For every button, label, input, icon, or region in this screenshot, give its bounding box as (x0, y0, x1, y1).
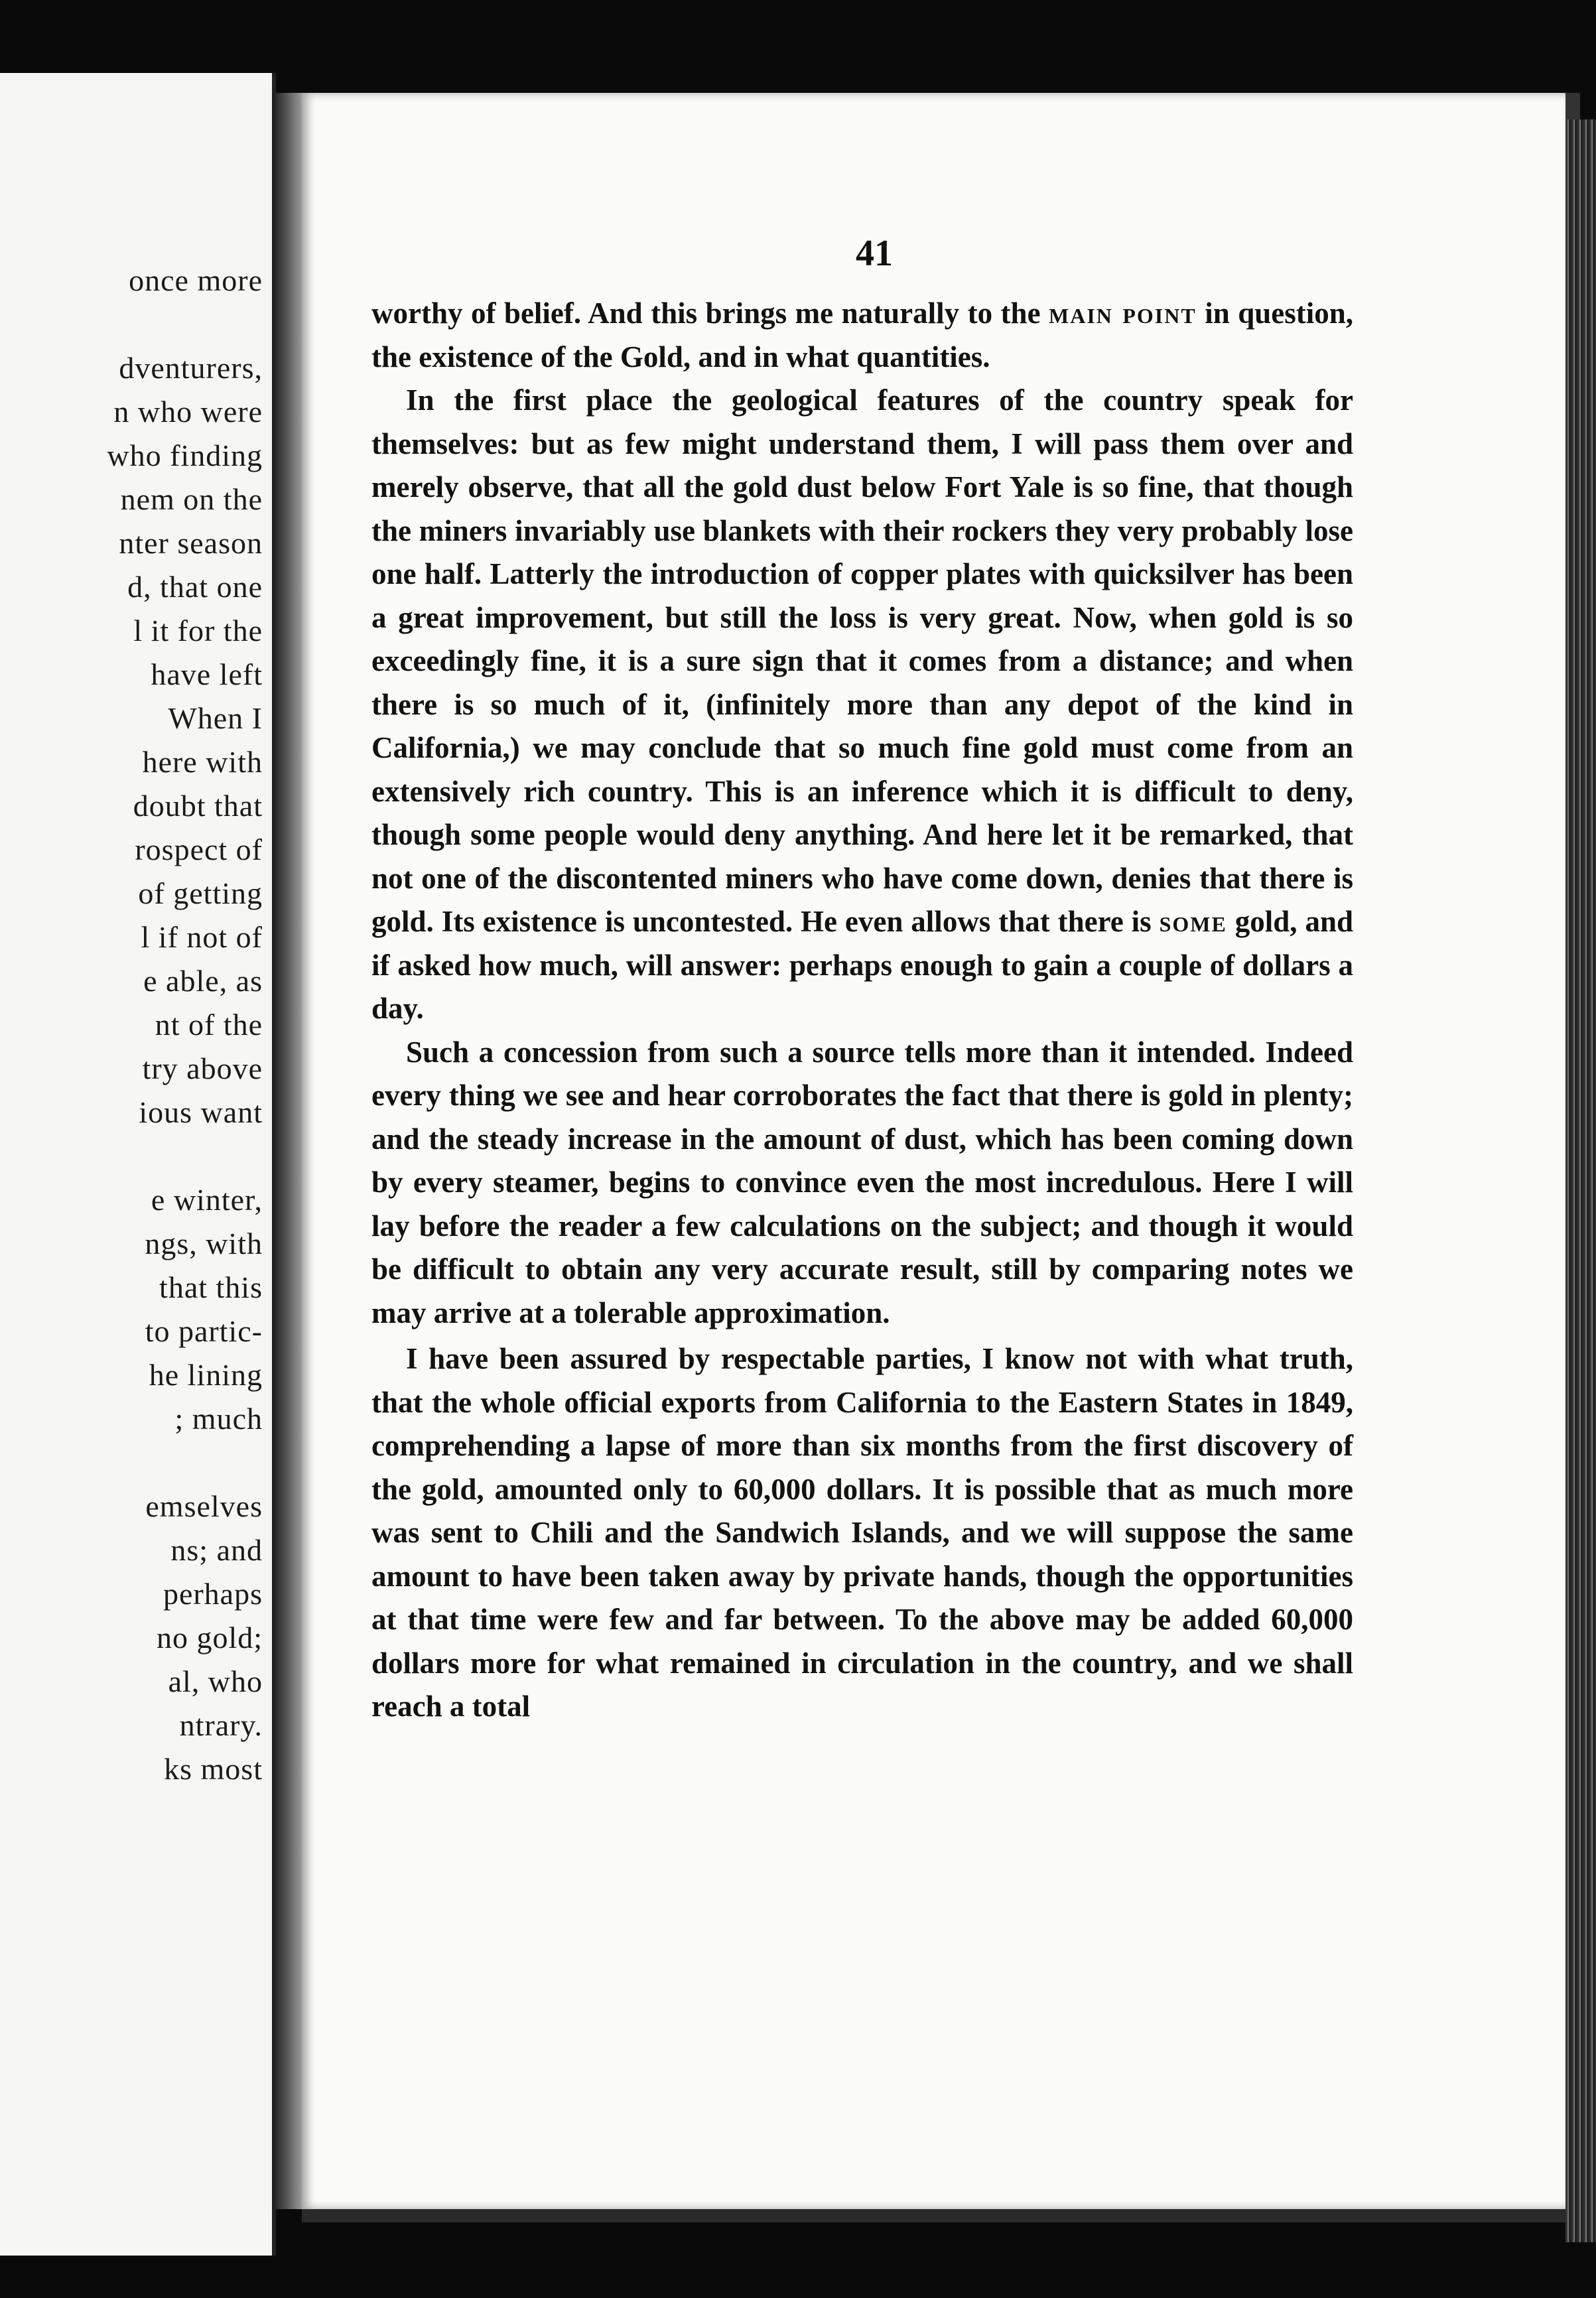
left-page-line: that this (159, 1270, 263, 1304)
left-page-line: e winter, (151, 1183, 263, 1217)
left-page-line: who finding (107, 439, 263, 472)
emphasis-text: main point (1049, 297, 1197, 330)
paragraph-text: in question, the existence of the Gold, and in what quantities. (371, 297, 1354, 373)
left-page-line: ns; and (170, 1533, 263, 1567)
left-page-line: of getting (138, 876, 263, 910)
paragraph-text: worthy of belief. And this brings me naturally to the (371, 297, 1049, 330)
page-number: 41 (856, 233, 893, 274)
left-page-line: l if not of (141, 920, 263, 954)
left-page-line: to partic- (145, 1314, 263, 1348)
paragraph-text: In the first place the geological features of the country speak for themselves: but as few might understand them, I will pass them over and merely observe, that all the gold dust below Fort Yale is so fine, that though the miners invariably use blankets with their rockers they very probably lose one half. Latterly the introduction of copper plates with quicksilver has been a great improvement, but still the loss is very great. Now, when gold is so exceedingly fine, it is a sure sign that it comes from a distance; and when there is so much of it, (infinitely more than any depot of the kind in California,) we may conclude that so much fine gold must come from an extensively rich country. This is an inference which it is difficult to deny, though some people would deny anything. And here let it be remarked, that not one of the discontented miners who have come down, denies that there is gold. Its existence is uncontested. He even allows that there is (371, 383, 1353, 938)
left-page-line: nem on the (120, 482, 263, 516)
left-page-line: rospect of (135, 833, 263, 866)
left-page-line: nter season (119, 526, 263, 560)
paragraph-text: gold, and if asked how much, will answer: perhaps enough to gain a couple of dollars a day. (371, 905, 1353, 1025)
left-page-line: ious want (139, 1095, 263, 1129)
page-body (371, 292, 1353, 1729)
left-page-line: no gold; (156, 1621, 263, 1655)
left-page-line: e able, as (143, 964, 263, 998)
left-page-line: try above (142, 1051, 263, 1085)
left-page-line: ngs, with (145, 1227, 263, 1260)
left-page-line: have left (151, 657, 263, 691)
page-edges (1565, 119, 1596, 2242)
left-page-line: he lining (149, 1358, 263, 1392)
left-page-line: ks most (164, 1752, 263, 1786)
left-page-line: perhaps (163, 1577, 263, 1611)
paragraph (371, 292, 1353, 379)
paragraph (371, 1337, 1353, 1729)
left-page-line: n who were (113, 395, 263, 429)
left-page-text (107, 259, 263, 1791)
paragraph (371, 379, 1353, 1031)
left-page-line: nt of the (155, 1008, 263, 1042)
left-page-line: emselves (145, 1489, 263, 1523)
left-page-line: ; much (174, 1402, 263, 1436)
left-page-line: al, who (168, 1664, 263, 1698)
left-page-line: d, that one (127, 570, 263, 604)
left-page-line: l it for the (133, 614, 263, 647)
left-page-line: doubt that (133, 789, 263, 823)
left-page-line (107, 1134, 263, 1178)
left-page-line (107, 1441, 263, 1485)
emphasis-text: some (1159, 905, 1227, 938)
paragraph-text: I have been assured by respectable parties, I know not with what truth, that the whole official exports from California to the Eastern States in 1849, comprehending a lapse of more than six months from the first discovery of the gold, amounted only to 60,000 dollars. It is possible that as much more was sent to Chili and the Sandwich Islands, and we will suppose the same amount to have been taken away by private hands, though the opportunities at that time were few and far between. To the above may be added 60,000 dollars more for what remained in circulation in the country, and we shall reach a total (371, 1342, 1353, 1723)
paragraph (371, 1031, 1353, 1335)
left-page-line (107, 303, 263, 346)
left-page-line: ntrary. (179, 1708, 263, 1742)
paragraph-text: Such a concession from such a source tells more than it intended. Indeed every thing we see and hear corroborates the fact that there is gold in plenty; and the steady increase in the amount of dust, which has been coming down by every steamer, begins to convince even the most incredulous. Here I will lay before the reader a few calculations on the subject; and though it would be difficult to obtain any very accurate result, still by comparing notes we may arrive at a tolerable approximation. (371, 1035, 1353, 1329)
left-page-line: dventurers, (119, 351, 263, 385)
left-page-line: here with (142, 745, 263, 779)
left-page-line: once more (129, 263, 263, 297)
left-page-line: When I (168, 701, 263, 735)
left-page (0, 73, 276, 2256)
